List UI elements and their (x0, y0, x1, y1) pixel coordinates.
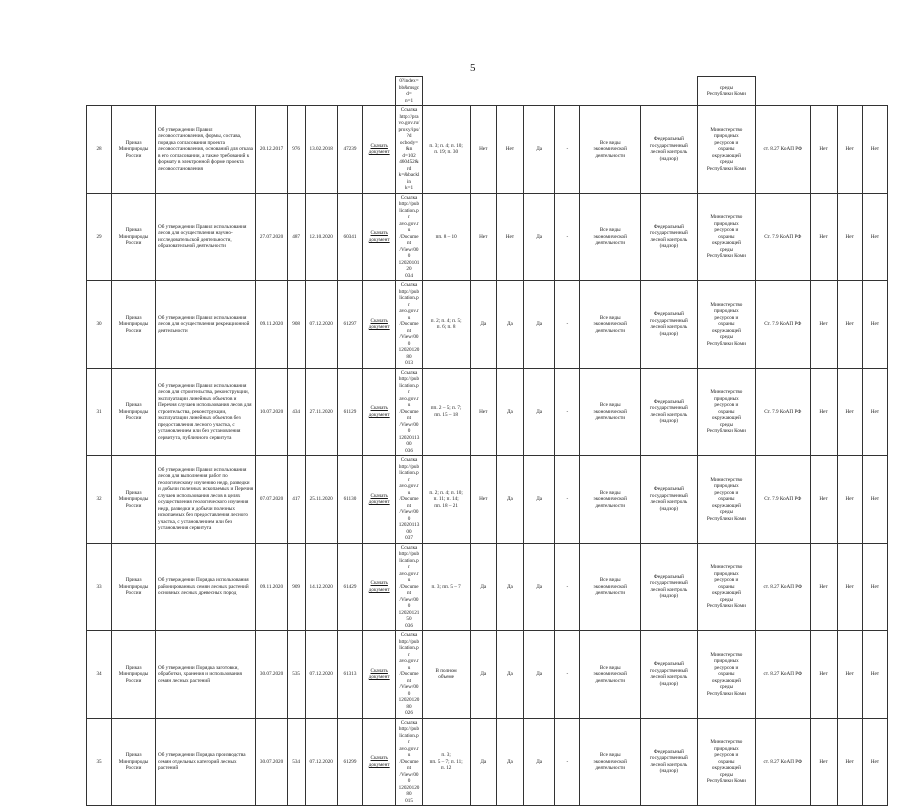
issuer-cell: Приказ Минприроды России (112, 631, 156, 719)
download-document-link[interactable]: Скачать документ (363, 193, 396, 281)
koap-article: ст. 8.27 КоАП РФ (756, 631, 810, 719)
table-row (87, 106, 888, 194)
activity-cell: Все виды экономической деятельности (580, 456, 641, 544)
criterion-1: Нет (470, 193, 496, 281)
criterion-5: Нет (810, 281, 837, 369)
ministry-cell: Министерство природных ресурсов и охраны окружающей среды Республики Коми (697, 193, 756, 281)
koap-article: ст. 8.27 КоАП РФ (756, 106, 810, 194)
activity-cell: Все виды экономической деятельности (580, 543, 641, 631)
ministry-cell: Министерство природных ресурсов и охраны окружающей среды Республики Коми (697, 631, 756, 719)
koap-article: Ст. 7.9 КоАП РФ (756, 281, 810, 369)
criterion-6: Нет (837, 193, 862, 281)
criterion-1: Да (470, 718, 496, 806)
issuer-cell: Приказ Минприроды России (112, 106, 156, 194)
table-row (87, 281, 888, 369)
criterion-4: - (555, 193, 580, 281)
criterion-4: - (555, 631, 580, 719)
criterion-7: Нет (862, 718, 887, 806)
points-cell: п. 2; п. 4; п. 10; п. 11; п. 14; пп. 18 – 21 (422, 456, 470, 544)
document-number: 535 (287, 631, 305, 719)
approval-date: 30.07.2020 (256, 631, 287, 719)
issuer-cell: Приказ Минприроды России (112, 193, 156, 281)
activity-cell: Все виды экономической деятельности (580, 193, 641, 281)
table-row-fragment (87, 77, 888, 106)
criterion-1: Нет (470, 456, 496, 544)
issuer-cell: Приказ Минприроды России (112, 281, 156, 369)
document-number: 908 (287, 281, 305, 369)
row-number: 30 (87, 281, 112, 369)
registration-number: 61129 (337, 368, 362, 456)
control-type-cell: Федеральный государственный лесной контроль (надзор) (641, 456, 698, 544)
registration-date: 13.02.2018 (305, 106, 337, 194)
ministry-cell: Министерство природных ресурсов и охраны окружающей среды Республики Коми (697, 106, 756, 194)
criterion-4: - (555, 106, 580, 194)
document-number: 976 (287, 106, 305, 194)
issuer-cell: Приказ Минприроды России (112, 368, 156, 456)
points-cell: п. 3; пп. 5 – 7; п. 11; п. 12 (422, 718, 470, 806)
criterion-6: Нет (837, 631, 862, 719)
criterion-7: Нет (862, 631, 887, 719)
koap-article: ст. 8.27 КоАП РФ (756, 718, 810, 806)
criterion-5: Нет (810, 543, 837, 631)
ministry-cell: Министерство природных ресурсов и охраны окружающей среды Республики Коми (697, 456, 756, 544)
document-title: Об утверждении Правил использования лесов для выполнения работ по геологическому изучению недр, разведки и добычи полезных ископаемых и Перечня случаев использования лесов в целях осуществления геологического изучения недр, разведки и добычи полезных ископаемых без предоставления лесного участка, с установлением или без установления сервитута (156, 456, 256, 544)
approval-date: 09.11.2020 (256, 543, 287, 631)
criterion-6: Нет (837, 106, 862, 194)
criterion-5: Нет (810, 631, 837, 719)
control-type-cell: Федеральный государственный лесной контроль (надзор) (641, 193, 698, 281)
points-cell: п. 3; п. 4; п. 10; п. 19; п. 30 (422, 106, 470, 194)
url-fragment: 0?index= bb&msgcd= n=1 (396, 77, 422, 106)
criterion-3: Да (523, 631, 554, 719)
activity-cell: Все виды экономической деятельности (580, 631, 641, 719)
ministry-cell: Министерство природных ресурсов и охраны окружающей среды Республики Коми (697, 368, 756, 456)
registration-number: 61429 (337, 543, 362, 631)
points-cell: В полном объеме (422, 631, 470, 719)
document-url-link[interactable]: Ссылка http://pub lication.pr avo.gov.ru /Document /View/000 1202011300 037 (396, 456, 422, 544)
document-url-link[interactable]: Ссылка http://pub lication.pr avo.gov.ru /Document /View/000 1202012080 026 (396, 631, 422, 719)
criterion-5: Нет (810, 718, 837, 806)
criterion-4: - (555, 368, 580, 456)
criterion-7: Нет (862, 106, 887, 194)
row-number: 32 (87, 456, 112, 544)
criterion-2: Да (496, 456, 523, 544)
row-number: 33 (87, 543, 112, 631)
download-document-link[interactable]: Скачать документ (363, 631, 396, 719)
criterion-5: Нет (810, 106, 837, 194)
criterion-3: Да (523, 543, 554, 631)
criterion-5: Нет (810, 368, 837, 456)
koap-article: Ст. 7.9 КоАП РФ (756, 368, 810, 456)
criterion-5: Нет (810, 193, 837, 281)
koap-article: ст. 8.27 КоАП РФ (756, 543, 810, 631)
registration-date: 12.10.2020 (305, 193, 337, 281)
ministry-cell: Министерство природных ресурсов и охраны окружающей среды Республики Коми (697, 281, 756, 369)
ministry-fragment: среды Республики Коми (697, 77, 756, 106)
document-title: Об утверждении Порядка заготовки, обработки, хранения и использования семян лесных растений (156, 631, 256, 719)
control-type-cell: Федеральный государственный лесной контроль (надзор) (641, 631, 698, 719)
registration-number: 61299 (337, 718, 362, 806)
registration-date: 07.12.2020 (305, 718, 337, 806)
row-number: 31 (87, 368, 112, 456)
document-title: Об утверждении Порядка использования районированных семян лесных растений основных лесных древесных пород (156, 543, 256, 631)
table-row (87, 193, 888, 281)
document-url-link[interactable]: Ссылка http://pra vo.gov.ru/ proxy/ips/?d ocbody=&n d=102 460452&rd k=&backlin k=1 (396, 106, 422, 194)
approval-date: 27.07.2020 (256, 193, 287, 281)
criterion-1: Да (470, 281, 496, 369)
ministry-cell: Министерство природных ресурсов и охраны окружающей среды Республики Коми (697, 718, 756, 806)
activity-cell: Все виды экономической деятельности (580, 718, 641, 806)
document-number: 434 (287, 368, 305, 456)
criterion-6: Нет (837, 368, 862, 456)
criterion-3: Да (523, 368, 554, 456)
registration-date: 14.12.2020 (305, 543, 337, 631)
document-number: 417 (287, 456, 305, 544)
regulations-table (86, 76, 888, 806)
registration-number: 60341 (337, 193, 362, 281)
criterion-1: Нет (470, 368, 496, 456)
criterion-7: Нет (862, 281, 887, 369)
control-type-cell: Федеральный государственный лесной контроль (надзор) (641, 106, 698, 194)
document-title: Об утверждении Правил использования лесов для строительства, реконструкции, эксплуатации линейных объектов и Перечня случаев использования лесов для строительства, реконструкции, эксплуатации линейных объектов без предоставления лесного участка, с установлением или без установления сервитута, публичного сервитута (156, 368, 256, 456)
criterion-7: Нет (862, 456, 887, 544)
registration-number: 61130 (337, 456, 362, 544)
approval-date: 10.07.2020 (256, 368, 287, 456)
activity-cell: Все виды экономической деятельности (580, 281, 641, 369)
activity-cell: Все виды экономической деятельности (580, 106, 641, 194)
criterion-4: - (555, 718, 580, 806)
document-url-link[interactable]: Ссылка http://pub lication.pr avo.gov.ru /Document /View/000 1202012150 036 (396, 543, 422, 631)
download-document-link[interactable]: Скачать документ (363, 456, 396, 544)
table-row (87, 718, 888, 806)
download-document-link[interactable]: Скачать документ (363, 106, 396, 194)
control-type-cell: Федеральный государственный лесной контроль (надзор) (641, 543, 698, 631)
table-row (87, 543, 888, 631)
criterion-1: Да (470, 543, 496, 631)
criterion-3: Да (523, 106, 554, 194)
document-number: 534 (287, 718, 305, 806)
control-type-cell: Федеральный государственный лесной контроль (надзор) (641, 281, 698, 369)
criterion-4: - (555, 281, 580, 369)
issuer-cell: Приказ Минприроды России (112, 543, 156, 631)
criterion-4: - (555, 456, 580, 544)
points-cell: пп. 2 – 5; п. 7; пп. 15 – 18 (422, 368, 470, 456)
download-document-link[interactable]: Скачать документ (363, 543, 396, 631)
document-title: Об утверждении Правил лесовосстановления, формы, состава, порядка согласования проекта лесовосстановления, оснований для отказа в его согласовании, а также требований к формату в электронной форме проекта лесовосстановления (156, 106, 256, 194)
koap-article: Ст. 7.9 КоАП РФ (756, 456, 810, 544)
document-title: Об утверждении Правил использования лесов для осуществления научно-исследовательской деятельности, образовательной деятельности (156, 193, 256, 281)
criterion-2: Нет (496, 106, 523, 194)
criterion-6: Нет (837, 281, 862, 369)
registration-date: 27.11.2020 (305, 368, 337, 456)
activity-cell: Все виды экономической деятельности (580, 368, 641, 456)
download-document-link[interactable]: Скачать документ (363, 368, 396, 456)
registration-date: 07.12.2020 (305, 631, 337, 719)
koap-article: Ст. 7.9 КоАП РФ (756, 193, 810, 281)
points-cell: п. 3; пп. 5 – 7 (422, 543, 470, 631)
row-number: 29 (87, 193, 112, 281)
table-row (87, 631, 888, 719)
criterion-3: Да (523, 281, 554, 369)
ministry-cell: Министерство природных ресурсов и охраны окружающей среды Республики Коми (697, 543, 756, 631)
document-url-link[interactable]: Ссылка http://pub lication.pr avo.gov.ru /Document /View/000 1202012080 013 (396, 281, 422, 369)
criterion-6: Нет (837, 456, 862, 544)
table-row (87, 456, 888, 544)
approval-date: 07.07.2020 (256, 456, 287, 544)
row-number: 35 (87, 718, 112, 806)
criterion-2: Да (496, 368, 523, 456)
registration-date: 07.12.2020 (305, 281, 337, 369)
criterion-7: Нет (862, 368, 887, 456)
criterion-4: - (555, 543, 580, 631)
criterion-3: Да (523, 193, 554, 281)
criterion-7: Нет (862, 543, 887, 631)
criterion-3: Да (523, 456, 554, 544)
criterion-6: Нет (837, 543, 862, 631)
document-number: 909 (287, 543, 305, 631)
issuer-cell: Приказ Минприроды России (112, 456, 156, 544)
registration-number: 61297 (337, 281, 362, 369)
document-number: 487 (287, 193, 305, 281)
criterion-7: Нет (862, 193, 887, 281)
row-number: 34 (87, 631, 112, 719)
criterion-2: Нет (496, 193, 523, 281)
page-number: 5 (470, 62, 476, 74)
approval-date: 30.07.2020 (256, 718, 287, 806)
registration-number: 61313 (337, 631, 362, 719)
document-title: Об утверждении Порядка производства семян отдельных категорий лесных растений (156, 718, 256, 806)
document-url-link[interactable]: Ссылка http://pub lication.pr avo.gov.ru /Document /View/000 1202011300 036 (396, 368, 422, 456)
criterion-2: Да (496, 631, 523, 719)
approval-date: 20.12.2017 (256, 106, 287, 194)
approval-date: 09.11.2020 (256, 281, 287, 369)
criterion-5: Нет (810, 456, 837, 544)
download-document-link[interactable]: Скачать документ (363, 281, 396, 369)
registration-number: 47239 (337, 106, 362, 194)
document-url-link[interactable]: Ссылка http://pub lication.pr avo.gov.ru /Document /View/000 1202010120 034 (396, 193, 422, 281)
points-cell: п. 2; п. 4; п. 5; п. 6; п. 8 (422, 281, 470, 369)
table-row (87, 368, 888, 456)
download-document-link[interactable]: Скачать документ (363, 718, 396, 806)
criterion-2: Да (496, 543, 523, 631)
criterion-2: Да (496, 718, 523, 806)
document-title: Об утверждении Правил использования лесов для осуществления рекреационной деятельности (156, 281, 256, 369)
points-cell: пп. 8 – 10 (422, 193, 470, 281)
row-number: 28 (87, 106, 112, 194)
criterion-1: Нет (470, 106, 496, 194)
criterion-3: Да (523, 718, 554, 806)
issuer-cell: Приказ Минприроды России (112, 718, 156, 806)
criterion-2: Да (496, 281, 523, 369)
criterion-1: Да (470, 631, 496, 719)
control-type-cell: Федеральный государственный лесной контроль (надзор) (641, 368, 698, 456)
control-type-cell: Федеральный государственный лесной контроль (надзор) (641, 718, 698, 806)
registration-date: 25.11.2020 (305, 456, 337, 544)
document-url-link[interactable]: Ссылка http://pub lication.pr avo.gov.ru /Document /View/000 1202012080 015 (396, 718, 422, 806)
criterion-6: Нет (837, 718, 862, 806)
